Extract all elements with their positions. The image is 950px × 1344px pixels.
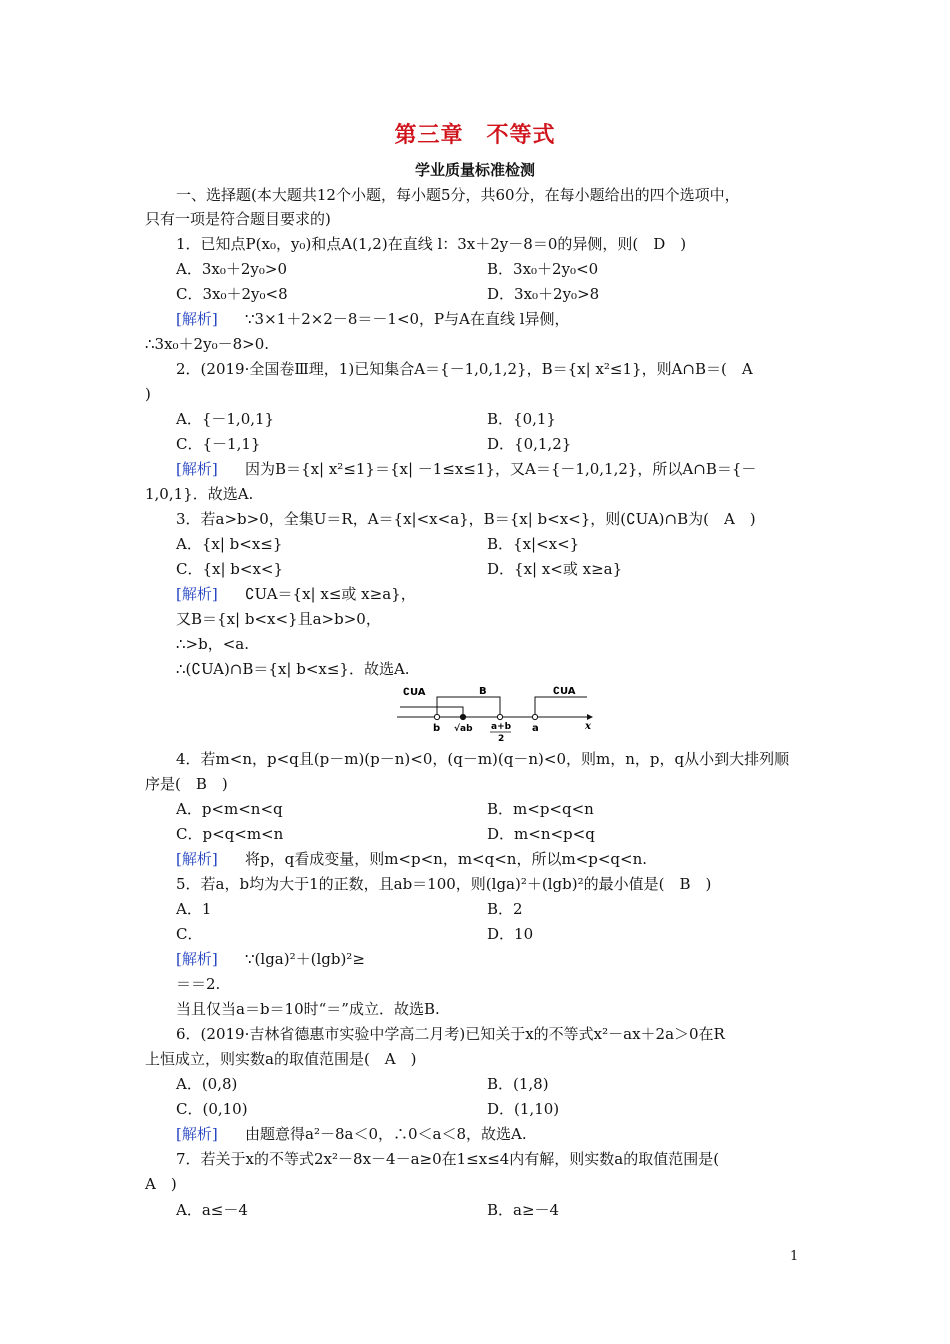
axis-label-x: x [585, 721, 591, 732]
q1-analysis-2: ∴3x₀＋2y₀－8>0. [145, 335, 270, 353]
q1-option-a: A．3x₀＋2y₀>0 [176, 260, 287, 278]
q5-analysis: ∵(lga)²＋(lgb)²≥ [245, 950, 365, 968]
q1-option-c: C．3x₀＋2y₀<8 [176, 285, 288, 303]
q6-option-b: B．(1,8) [487, 1075, 549, 1093]
q4-stem-2: 序是( B ) [145, 775, 228, 793]
q5-analysis-2: ＝＝2. [176, 975, 221, 993]
intro-line-1: 一、选择题(本大题共12个小题，每小题5分，共60分，在每小题给出的四个选项中， [176, 186, 740, 204]
number-line-figure [395, 683, 595, 745]
q3-stem: 3．若a>b>0，全集U＝R，A＝{x|<x<a}，B＝{x| b<x<}，则(∁UA)∩B为( A ) [176, 510, 756, 528]
point-a [532, 714, 537, 719]
point-midpoint [497, 714, 502, 719]
q4-analysis: 将p，q看成变量，则m<p<n，m<q<n，所以m<p<q<n. [245, 850, 648, 868]
q2-stem-2: ) [145, 385, 151, 403]
tick-label-frac-num: a+b [491, 722, 512, 732]
q6-option-a: A．(0,8) [176, 1075, 238, 1093]
q3-option-d: D．{x| x<或 x≥a} [487, 560, 623, 578]
q6-option-d: D．(1,10) [487, 1100, 560, 1118]
q4-stem: 4．若m<n，p<q且(p－m)(p－n)<0，(q－m)(q－n)<0，则m，n，p，q从小到大排列顺 [176, 750, 790, 768]
q4-option-c: C．p<q<m<n [176, 825, 284, 843]
q3-analysis-tag: [解析] [176, 585, 218, 603]
label-cua-right: ∁UA [553, 686, 576, 697]
q1-analysis: ∵3×1＋2×2－8＝－1<0，P与A在直线 l异侧， [245, 310, 570, 328]
tick-label-frac-den: 2 [498, 734, 505, 744]
tick-label-sqrt-ab: √ab [454, 724, 473, 734]
chapter-title: 第三章 不等式 [394, 123, 556, 148]
q5-option-a: A．1 [176, 900, 212, 918]
axis-arrowhead [587, 714, 593, 720]
q1-option-b: B．3x₀＋2y₀<0 [487, 260, 599, 278]
q6-stem: 6．(2019·吉林省德惠市实验中学高二月考)已知关于x的不等式x²－ax＋2a＞0在R [176, 1025, 725, 1043]
q2-analysis-2: 1,0,1}．故选A. [145, 485, 254, 503]
q3-analysis: ∁UA＝{x| x≤或 x≥a}， [245, 585, 416, 603]
q2-analysis: 因为B＝{x| x²≤1}＝{x| －1≤x≤1}，又A＝{－1,0,1,2}，所以A∩B＝{－ [245, 460, 757, 478]
tick-label-b: b [433, 723, 441, 734]
q6-analysis-tag: [解析] [176, 1125, 218, 1143]
q7-stem: 7．若关于x的不等式2x²－8x－4－a≥0在1≤x≤4内有解，则实数a的取值范围是( [176, 1150, 720, 1168]
q7-option-b: B．a≥－4 [487, 1201, 560, 1219]
q4-analysis-tag: [解析] [176, 850, 218, 868]
q3-option-b: B．{x|<x<} [487, 535, 580, 553]
q3-analysis-3: ∴>b，<a. [176, 635, 249, 653]
q5-option-d: D．10 [487, 925, 534, 943]
q3-analysis-2: 又B＝{x| b<x<}且a>b>0， [176, 610, 381, 628]
intro-line-2: 只有一项是符合题目要求的) [145, 210, 331, 228]
q2-stem: 2．(2019·全国卷Ⅲ理，1)已知集合A＝{－1,0,1,2}，B＝{x| x²≤1}，则A∩B＝( A [176, 360, 753, 378]
point-b [434, 714, 439, 719]
label-b-set: B [479, 686, 487, 697]
page-number: 1 [790, 1249, 799, 1264]
q6-stem-2: 上恒成立，则实数a的取值范围是( A ) [145, 1050, 417, 1068]
q5-option-c: C． [176, 925, 203, 943]
q6-analysis: 由题意得a²－8a＜0，∴0＜a＜8，故选A. [245, 1125, 527, 1143]
q3-option-c: C．{x| b<x<} [176, 560, 284, 578]
q4-option-a: A．p<m<n<q [176, 800, 283, 818]
q5-analysis-3: 当且仅当a＝b＝10时“＝”成立．故选B. [176, 1000, 440, 1018]
q4-option-b: B．m<p<q<n [487, 800, 594, 818]
q4-option-d: D．m<n<p<q [487, 825, 595, 843]
q1-stem: 1．已知点P(x₀，y₀)和点A(1,2)在直线 l：3x＋2y－8＝0的异侧，则( D ) [176, 235, 687, 253]
q2-option-d: D．{0,1,2} [487, 435, 572, 453]
q7-stem-2: A ) [145, 1175, 177, 1193]
point-sqrt-ab [460, 714, 465, 719]
tick-label-a: a [532, 723, 539, 734]
q3-option-a: A．{x| b<x≤} [176, 535, 283, 553]
q2-analysis-tag: [解析] [176, 460, 218, 478]
q7-option-a: A．a≤－4 [176, 1201, 248, 1219]
section-subtitle: 学业质量标准检测 [414, 161, 535, 179]
q1-analysis-tag: [解析] [176, 310, 218, 328]
q6-option-c: C．(0,10) [176, 1100, 248, 1118]
q2-option-a: A．{－1,0,1} [176, 410, 275, 428]
q5-analysis-tag: [解析] [176, 950, 218, 968]
cua-left-bracket [400, 707, 463, 717]
q5-option-b: B．2 [487, 900, 523, 918]
label-cua-left: ∁UA [403, 687, 426, 698]
q3-analysis-4: ∴(∁UA)∩B＝{x| b<x≤}．故选A. [176, 660, 410, 678]
q1-option-d: D．3x₀＋2y₀>8 [487, 285, 600, 303]
q2-option-c: C．{－1,1} [176, 435, 261, 453]
cua-right-bracket [535, 697, 587, 717]
q2-option-b: B．{0,1} [487, 410, 556, 428]
q5-stem: 5．若a，b均为大于1的正数，且ab＝100，则(lga)²＋(lgb)²的最小值是( B ) [176, 875, 712, 893]
